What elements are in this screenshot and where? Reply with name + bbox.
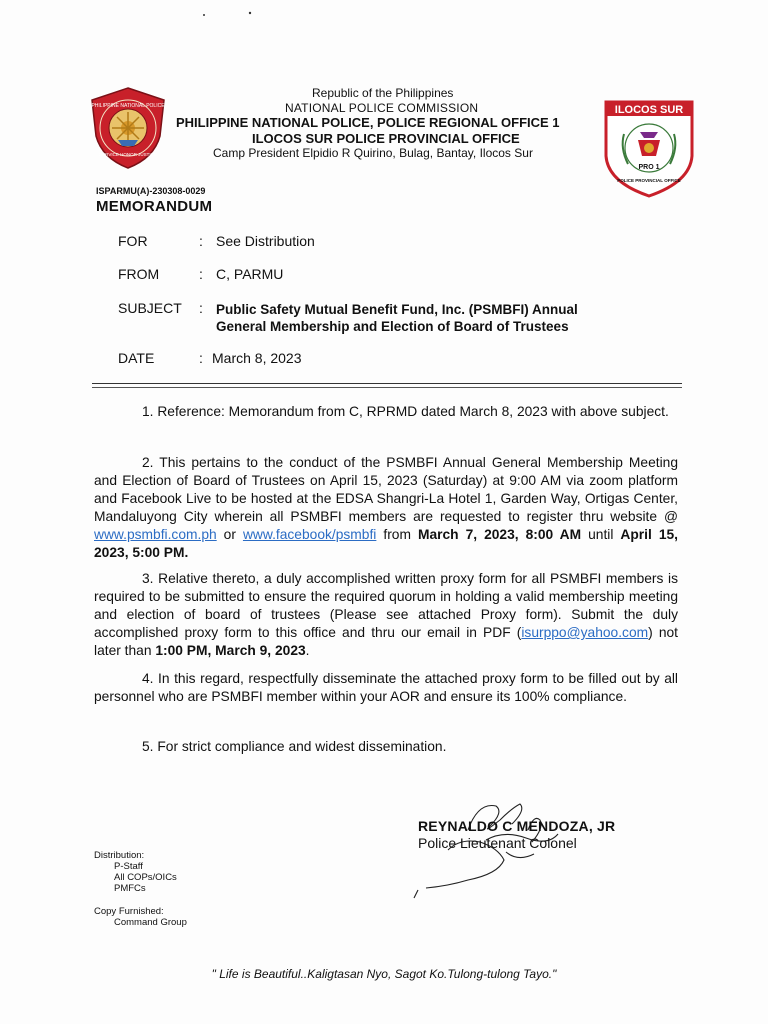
for-value: See Distribution	[216, 233, 315, 249]
paper-specks	[200, 10, 260, 22]
distribution-block	[94, 850, 177, 894]
proxy-deadline: 1:00 PM, March 9, 2023	[155, 643, 306, 658]
right-logo-badge: PRO 1	[638, 164, 660, 171]
subject-colon: :	[199, 300, 203, 316]
pnp-seal-logo	[88, 86, 168, 170]
date-label: DATE	[118, 350, 155, 366]
header-regional-office: PHILIPPINE NATIONAL POLICE, POLICE REGIONAL OFFICE 1	[176, 115, 560, 130]
signatory-name: REYNALDO C MENDOZA, JR	[418, 818, 616, 834]
distribution-item: P-Staff	[114, 861, 143, 872]
subject-line-1: Public Safety Mutual Benefit Fund, Inc. (PSMBFI) Annual	[216, 302, 578, 317]
date-value: March 8, 2023	[212, 350, 302, 366]
distribution-item: PMFCs	[114, 883, 146, 894]
paragraph-4	[94, 670, 678, 706]
paragraph-2-or: or	[216, 527, 243, 542]
signatory-rank: Police Lieutenant Colonel	[418, 835, 577, 851]
paragraph-1-text: 1. Reference: Memorandum from C, RPRMD dated March 8, 2023 with above subject.	[142, 404, 669, 419]
paragraph-3-text: 3. Relative thereto, a duly accomplished written proxy form for all PSMBFI members is required to be submitted to ensure the required quorum in holding a valid membership meeting and election of board of trustees (Please see attached Proxy form). Submit the duly accomplished proxy form to this office and thru our email in PDF (	[94, 571, 678, 640]
right-logo-ring: POLICE PROVINCIAL OFFICE	[617, 178, 681, 183]
registration-end: April 15, 2023, 5:00 PM.	[94, 527, 678, 560]
for-label: FOR	[118, 233, 148, 249]
website-link[interactable]: www.psmbfi.com.ph	[94, 527, 217, 542]
paragraph-2-text: 2. This pertains to the conduct of the PSMBFI Annual General Membership Meeting and Election of Board of Trustees on April 15, 2023 (Saturday) at 9:00 AM via zoom platform and Facebook Live to be hosted at the EDSA Shangri-La Hotel 1, Garden Way, Ortigas Center, Mandaluyong City wherein all PSMBFI members are requested to register thru website @	[94, 455, 678, 524]
copy-furnished-title: Copy Furnished:	[94, 906, 164, 917]
paragraph-2	[94, 454, 678, 562]
facebook-link[interactable]: www.facebook/psmbfi	[242, 527, 377, 542]
header-address: Camp President Elpidio R Quirino, Bulag, Bantay, Ilocos Sur	[213, 146, 533, 160]
for-colon: :	[199, 233, 203, 249]
left-logo-ring-text: PHILIPPINE NATIONAL POLICE	[91, 103, 165, 109]
paragraph-2-until: until	[581, 527, 621, 542]
from-label: FROM	[118, 266, 160, 282]
paragraph-3-after: ) not later than	[94, 625, 678, 658]
copy-furnished-item: Command Group	[114, 917, 187, 928]
memo-title: MEMORANDUM	[96, 198, 213, 215]
divider-line-secondary	[92, 387, 682, 388]
email-link[interactable]: isurppo@yahoo.com	[521, 625, 649, 640]
subject-label: SUBJECT	[118, 300, 182, 316]
copy-furnished-block	[94, 906, 187, 928]
left-logo-ring-bottom: SERVICE HONOR JUSTICE	[99, 152, 157, 157]
right-logo-banner: ILOCOS SUR	[614, 104, 684, 116]
paragraph-1	[94, 403, 678, 421]
header-commission: NATIONAL POLICE COMMISSION	[285, 101, 479, 115]
paragraph-3-end: .	[305, 643, 310, 658]
paragraph-4-text: 4. In this regard, respectfully disseminate the attached proxy form to be filled out by all personnel who are PSMBFI member within your AOR and ensure its 100% compliance.	[94, 671, 678, 704]
ilocos-sur-ppo-logo	[600, 98, 698, 198]
from-colon: :	[199, 266, 203, 282]
memo-reference-number: ISPARMU(A)-230308-0029	[96, 186, 206, 196]
footer-motto: " Life is Beautiful..Kaligtasan Nyo, Sagot Ko.Tulong-tulong Tayo."	[211, 967, 557, 981]
header-country: Republic of the Philippines	[312, 86, 454, 100]
paragraph-3	[94, 570, 678, 660]
paragraph-5-text: 5. For strict compliance and widest dissemination.	[142, 739, 447, 754]
header-provincial-office: ILOCOS SUR POLICE PROVINCIAL OFFICE	[252, 131, 520, 146]
paragraph-5	[94, 738, 678, 756]
divider-line	[92, 383, 682, 384]
distribution-item: All COPs/OICs	[114, 872, 177, 883]
registration-start: March 7, 2023, 8:00 AM	[417, 527, 582, 542]
paragraph-2-from: from	[376, 527, 418, 542]
from-value: C, PARMU	[216, 266, 284, 282]
date-colon: :	[199, 350, 203, 366]
subject-line-2: General Membership and Election of Board of Trustees	[216, 319, 569, 334]
distribution-title: Distribution:	[94, 850, 145, 861]
